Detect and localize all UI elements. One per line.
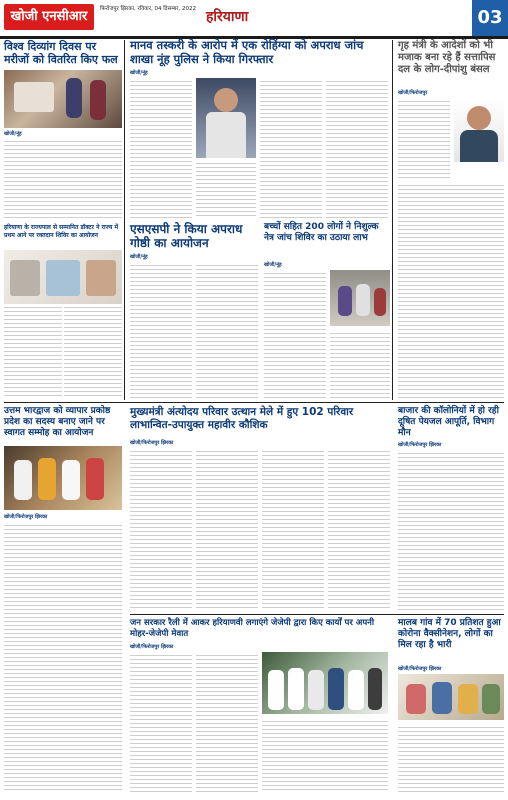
- article-7-body: [398, 450, 504, 610]
- page-number: 03: [472, 0, 508, 36]
- article-8-body: [4, 522, 122, 792]
- section-rule: [130, 614, 504, 615]
- article-4-body-col1: [130, 262, 192, 398]
- article-6-body-col3: [262, 448, 324, 610]
- article-5-headline: बच्चों सहित 200 लोगों ने निशुल्क नेत्र जांच शिविर का उठाया लाभ: [264, 222, 379, 243]
- article-9-body-col1: [130, 652, 192, 792]
- article-2-photo: [196, 78, 256, 158]
- article-9-body-col3: [262, 718, 388, 792]
- article-3-body-col1: [398, 98, 450, 178]
- column-rule: [392, 40, 393, 400]
- article-8-byline: खोजी/फिरोजपुर झिरका: [4, 514, 48, 520]
- article-9-headline: जन सरकार रैली में आकर हरियाणवी लगाएंगे जेजेपी द्वारा किए कार्यों पर अपनी मोहर-जेजेपी मेवात: [130, 618, 375, 639]
- article-2-headline: मानव तस्करी के आरोप में एक रोहिंग्या को अपराध जांच शाखा नूंह पुलिस ने किया गिरफ्तार: [130, 38, 364, 66]
- article-6-body-col2: [196, 448, 258, 610]
- article-1-byline: खोजी/नूंह: [4, 131, 22, 137]
- article-5-body-col1: [264, 270, 326, 398]
- article-1-subhead: हरियाणा के राज्यपाल से सम्मानित डॉक्टर ने राज्य में प्रथम आने पर रक्तदान शिविर का आयोजन: [4, 224, 119, 239]
- article-1-photo-2: [4, 250, 122, 304]
- article-7-byline: खोजी/फिरोजपुर झिरका: [398, 442, 442, 448]
- article-3-body-col2: [398, 182, 504, 398]
- article-9-photo: [262, 652, 388, 714]
- article-10-byline: खोजी/फिरोजपुर झिरका: [398, 666, 442, 672]
- article-4-byline: खोजी/नूंह: [130, 254, 148, 260]
- article-6-headline: मुख्यमंत्री अंत्योदय परिवार उत्थान मेले में हुए 102 परिवार लाभान्वित-उपायुक्त महावीर कौशिक: [130, 406, 354, 431]
- section-title: हरियाणा: [206, 9, 249, 25]
- article-4-headline: एसएसपी ने किया अपराध गोष्ठी का आयोजन: [130, 222, 243, 250]
- article-8-photo: [4, 446, 122, 510]
- article-2-body-col1: [130, 78, 192, 218]
- article-6-byline: खोजी/फिरोजपुर झिरका: [130, 440, 174, 446]
- article-10-headline: मालब गांव में 70 प्रतिशत हुआ कोरोना वैक्सीनेशन, लोगों का मिल रहा है भारी: [398, 618, 501, 650]
- article-6-body-col1: [130, 448, 192, 610]
- article-10-body: [398, 724, 504, 792]
- masthead: [0, 0, 508, 39]
- article-1-photo: [4, 70, 122, 128]
- article-5-body-col2: [330, 330, 390, 398]
- article-5-photo: [330, 270, 390, 326]
- article-6-body-col4: [328, 448, 390, 610]
- article-3-quote: गृह मंत्री के आदेशों को भी मजाक बना रहे हैं सत्तापिस दल के लोग-दीपांशु बंसल: [398, 40, 496, 75]
- section-rule: [4, 402, 504, 403]
- article-2-body-col3: [260, 78, 322, 218]
- article-4-body-col2: [196, 262, 258, 398]
- article-8-headline: उत्तम भारद्वाज को व्यापार प्रकोष्ठ प्रदेश का सदस्य बनाए जाने पर स्वागत सम्मोह का आयोजन: [4, 406, 111, 438]
- article-2-body-col4: [326, 78, 388, 218]
- article-1-body: [4, 138, 122, 220]
- article-3-byline: खोजी/फिरोजपुर: [398, 90, 428, 96]
- article-10-photo: [398, 674, 504, 720]
- article-2-byline: खोजी/नूंह: [130, 70, 148, 76]
- dateline: फिरोजपुर झिरका, रविवार, 04 दिसम्बर, 2022: [100, 6, 196, 12]
- article-5-byline: खोजी/नूंह: [264, 262, 282, 268]
- article-9-byline: खोजी/फिरोजपुर झिरका: [130, 644, 174, 650]
- article-1-headline: विश्व दिव्यांग दिवस पर मरीजों को वितरित किए फल: [4, 40, 118, 66]
- article-7-headline: बाजार की कॉलोनियों में हो रही दूषित पेयजल आपूर्ति, विभाग मौन: [398, 406, 499, 438]
- article-2-body-col2: [196, 160, 256, 218]
- article-3-photo: [454, 98, 504, 162]
- column-rule: [124, 40, 125, 400]
- article-9-body-col2: [196, 652, 258, 792]
- newspaper-logo: खोजी एनसीआर: [4, 4, 94, 30]
